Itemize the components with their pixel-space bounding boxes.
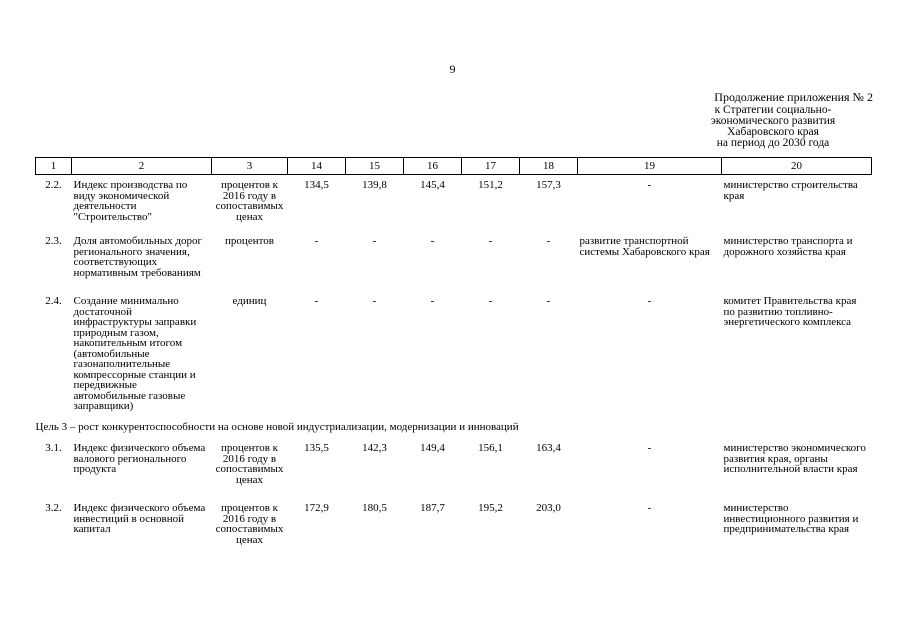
value-cell: 203,0 (536, 502, 561, 514)
unit-cell: процентов к 2016 году в сопоставимых ценах (215, 442, 284, 486)
value-cell: 163,4 (536, 442, 561, 454)
appendix-line: Хабаровского края (727, 126, 819, 138)
column-header: 2 (72, 158, 212, 175)
program-cell: - (647, 442, 652, 454)
appendix-continuation: Продолжение приложения № 2 (714, 90, 873, 104)
column-header: 3 (212, 158, 288, 175)
responsible-cell: министерство строительства края (723, 179, 858, 202)
goal-heading: Цель 3 – рост конкурентоспособности на основе новой индустриализации, модернизации и инноваций (35, 421, 519, 433)
responsible-cell: комитет Правительства края по развитию топливно-энергетического комплекса (723, 295, 857, 328)
program-cell: развитие транспортной системы Хабаровского края (579, 235, 710, 258)
unit-cell: процентов к 2016 году в сопоставимых ценах (215, 179, 284, 223)
indicator-name: Создание минимально достаточной инфраструктуры заправки природным газом, накопительным итогом (автомобильные газонаполнительные компрессорные станции и передвижные автомобильные газовые заправщики) (73, 295, 197, 412)
value-cell: - (430, 295, 435, 307)
row-number: 2.2. (45, 179, 62, 191)
value-cell: - (314, 235, 319, 247)
row-number: 3.1. (45, 442, 62, 454)
value-cell: - (546, 235, 551, 247)
value-cell: 134,5 (304, 179, 329, 191)
table-row (36, 438, 872, 503)
table-row (36, 503, 872, 563)
unit-cell: единиц (232, 295, 267, 307)
page-number: 9 (449, 62, 456, 76)
unit-cell: процентов к 2016 году в сопоставимых ценах (215, 502, 284, 546)
appendix-line: на период до 2030 года (716, 137, 830, 149)
program-cell: - (647, 502, 652, 514)
table-row (36, 175, 872, 237)
row-number: 2.3. (45, 235, 62, 247)
responsible-cell: министерство экономического развития края, органы исполнительной власти края (723, 442, 866, 475)
value-cell: - (546, 295, 551, 307)
value-cell: - (488, 295, 493, 307)
value-cell: 145,4 (420, 179, 445, 191)
row-number: 3.2. (45, 502, 62, 514)
column-header: 1 (36, 158, 72, 175)
value-cell: 180,5 (362, 502, 387, 514)
column-header: 14 (288, 158, 346, 175)
appendix-line: к Стратегии социально- (714, 104, 832, 116)
indicator-name: Индекс физического объема валового регионального продукта (73, 442, 206, 475)
value-cell: 151,2 (478, 179, 503, 191)
column-header: 17 (462, 158, 520, 175)
goal-row (36, 422, 872, 438)
appendix-line: экономического развития (710, 115, 836, 127)
value-cell: 157,3 (536, 179, 561, 191)
value-cell: 149,4 (420, 442, 445, 454)
value-cell: - (488, 235, 493, 247)
value-cell: - (430, 235, 435, 247)
value-cell: - (372, 235, 377, 247)
value-cell: 139,8 (362, 179, 387, 191)
responsible-cell: министерство транспорта и дорожного хозяйства края (723, 235, 853, 258)
value-cell: 135,5 (304, 442, 329, 454)
column-header: 16 (404, 158, 462, 175)
row-number: 2.4. (45, 295, 62, 307)
indicator-name: Индекс физического объема инвестиций в основной капитал (73, 502, 206, 535)
value-cell: 156,1 (478, 442, 503, 454)
table-row (36, 296, 872, 422)
indicator-name: Доля автомобильных дорог регионального значения, соответствующих нормативным требованиям (73, 235, 202, 279)
column-header: 15 (346, 158, 404, 175)
value-cell: 172,9 (304, 502, 329, 514)
indicator-name: Индекс производства по виду экономической деятельности "Строительство" (73, 179, 188, 223)
value-cell: - (372, 295, 377, 307)
program-cell: - (647, 179, 652, 191)
column-header: 18 (520, 158, 578, 175)
header-row (36, 158, 872, 175)
value-cell: 142,3 (362, 442, 387, 454)
value-cell: 195,2 (478, 502, 503, 514)
unit-cell: процентов (225, 235, 274, 247)
column-header: 20 (722, 158, 872, 175)
value-cell: - (314, 295, 319, 307)
indicators-table (35, 157, 872, 563)
value-cell: 187,7 (420, 502, 445, 514)
responsible-cell: министерство инвестиционного развития и предпринимательства края (723, 502, 859, 535)
table-row (36, 236, 872, 296)
appendix-header (673, 92, 873, 149)
column-header: 19 (578, 158, 722, 175)
program-cell: - (647, 295, 652, 307)
